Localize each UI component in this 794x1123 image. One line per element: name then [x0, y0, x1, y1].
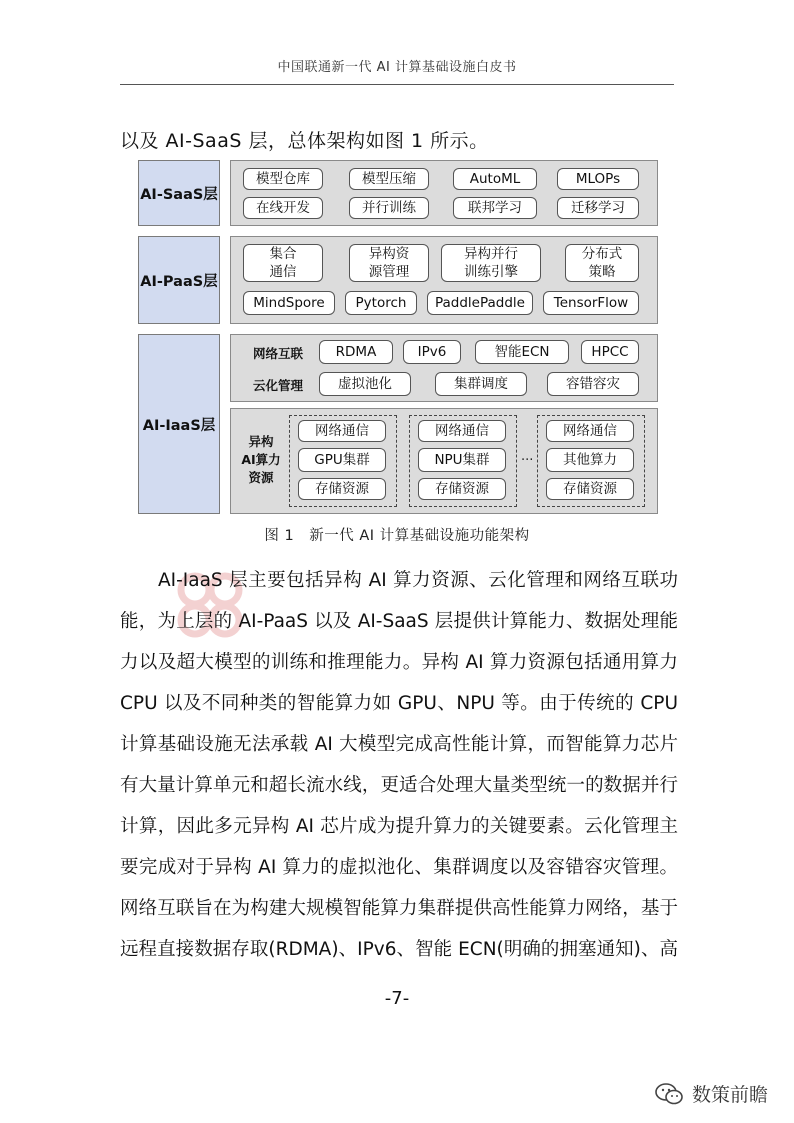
- network-row-label: 网络互联: [253, 346, 304, 361]
- framework-chip: Pytorch: [345, 291, 417, 315]
- footer-brand-name: 数策前瞻: [691, 1084, 768, 1106]
- intro-paragraph: 以及 AI-SaaS 层，总体架构如图 1 所示。: [120, 130, 489, 152]
- iaas-compute-panel: [230, 408, 658, 514]
- saas-chip: 模型压缩: [349, 168, 429, 190]
- other-compute-group: [537, 415, 645, 507]
- npu-group: [409, 415, 517, 507]
- paas-chip: 集合 通信: [243, 244, 323, 282]
- group-chip: 网络通信: [546, 420, 634, 442]
- body-line: 计算基础设施无法承载 AI 大模型完成高性能计算，而智能算力芯片: [120, 734, 678, 755]
- cloud-row-label: 云化管理: [253, 378, 304, 393]
- framework-chip: PaddlePaddle: [427, 291, 533, 315]
- body-line: 计算，因此多元异构 AI 芯片成为提升算力的关键要素。云化管理主: [120, 816, 678, 837]
- paas-panel: [230, 236, 658, 324]
- saas-chip: 在线开发: [243, 197, 323, 219]
- footer-brand: [654, 1080, 768, 1107]
- body-line: 网络互联旨在为构建大规模智能算力集群提供高性能算力网络，基于: [120, 898, 678, 919]
- paas-chip: 异构并行 训练引擎: [441, 244, 541, 282]
- body-line: 要完成对于异构 AI 算力的虚拟池化、集群调度以及容错容灾管理。: [120, 857, 678, 878]
- network-chip: RDMA: [319, 340, 393, 364]
- body-line: 力以及超大模型的训练和推理能力。异构 AI 算力资源包括通用算力: [120, 652, 678, 673]
- saas-chip: AutoML: [453, 168, 537, 190]
- group-chip: 其他算力: [546, 448, 634, 472]
- iaas-network-panel: [230, 334, 658, 402]
- more-groups-ellipsis: ···: [521, 453, 534, 468]
- body-line: 能，为上层的 AI-PaaS 以及 AI-SaaS 层提供计算能力、数据处理能: [120, 611, 678, 632]
- page-header: 中国联通新一代 AI 计算基础设施白皮书: [277, 60, 517, 75]
- group-chip: GPU集群: [298, 448, 386, 472]
- group-chip: 网络通信: [418, 420, 506, 442]
- saas-panel: [230, 160, 658, 226]
- group-chip: 存储资源: [418, 478, 506, 500]
- gpu-group: [289, 415, 397, 507]
- saas-chip: 迁移学习: [557, 197, 639, 219]
- saas-chip: 模型仓库: [243, 168, 323, 190]
- cloud-chip: 集群调度: [435, 372, 527, 396]
- wechat-icon: [654, 1082, 684, 1106]
- framework-chip: MindSpore: [243, 291, 335, 315]
- body-line: AI-IaaS 层主要包括异构 AI 算力资源、云化管理和网络互联功: [158, 570, 678, 591]
- framework-chip: TensorFlow: [543, 291, 639, 315]
- body-paragraph: [120, 560, 678, 970]
- body-line: CPU 以及不同种类的智能算力如 GPU、NPU 等。由于传统的 CPU: [120, 693, 678, 714]
- saas-chip: MLOPs: [557, 168, 639, 190]
- saas-chip: 并行训练: [349, 197, 429, 219]
- paas-chip: 分布式 策略: [565, 244, 639, 282]
- layer-label-iaas: AI-IaaS层: [138, 334, 220, 514]
- layer-label-paas: AI-PaaS层: [138, 236, 220, 324]
- paas-chip: 异构资 源管理: [349, 244, 429, 282]
- group-chip: 存储资源: [298, 478, 386, 500]
- page-number: -7-: [384, 988, 410, 1009]
- figure-caption: 图 1 新一代 AI 计算基础设施功能架构: [264, 528, 530, 544]
- network-chip: HPCC: [581, 340, 639, 364]
- layer-label-saas: AI-SaaS层: [138, 160, 220, 226]
- group-chip: 网络通信: [298, 420, 386, 442]
- architecture-diagram: [138, 160, 658, 514]
- body-line: 有大量计算单元和超长流水线，更适合处理大量类型统一的数据并行: [120, 775, 678, 796]
- group-chip: NPU集群: [418, 448, 506, 472]
- hetero-compute-label: 异构 AI算力 资源: [241, 434, 281, 485]
- group-chip: 存储资源: [546, 478, 634, 500]
- cloud-chip: 虚拟池化: [319, 372, 411, 396]
- cloud-chip: 容错容灾: [547, 372, 639, 396]
- network-chip: IPv6: [403, 340, 461, 364]
- network-chip: 智能ECN: [475, 340, 569, 364]
- header-divider: [120, 84, 674, 85]
- saas-chip: 联邦学习: [453, 197, 537, 219]
- body-line: 远程直接数据存取(RDMA)、IPv6、智能 ECN(明确的拥塞通知)、高: [120, 939, 678, 960]
